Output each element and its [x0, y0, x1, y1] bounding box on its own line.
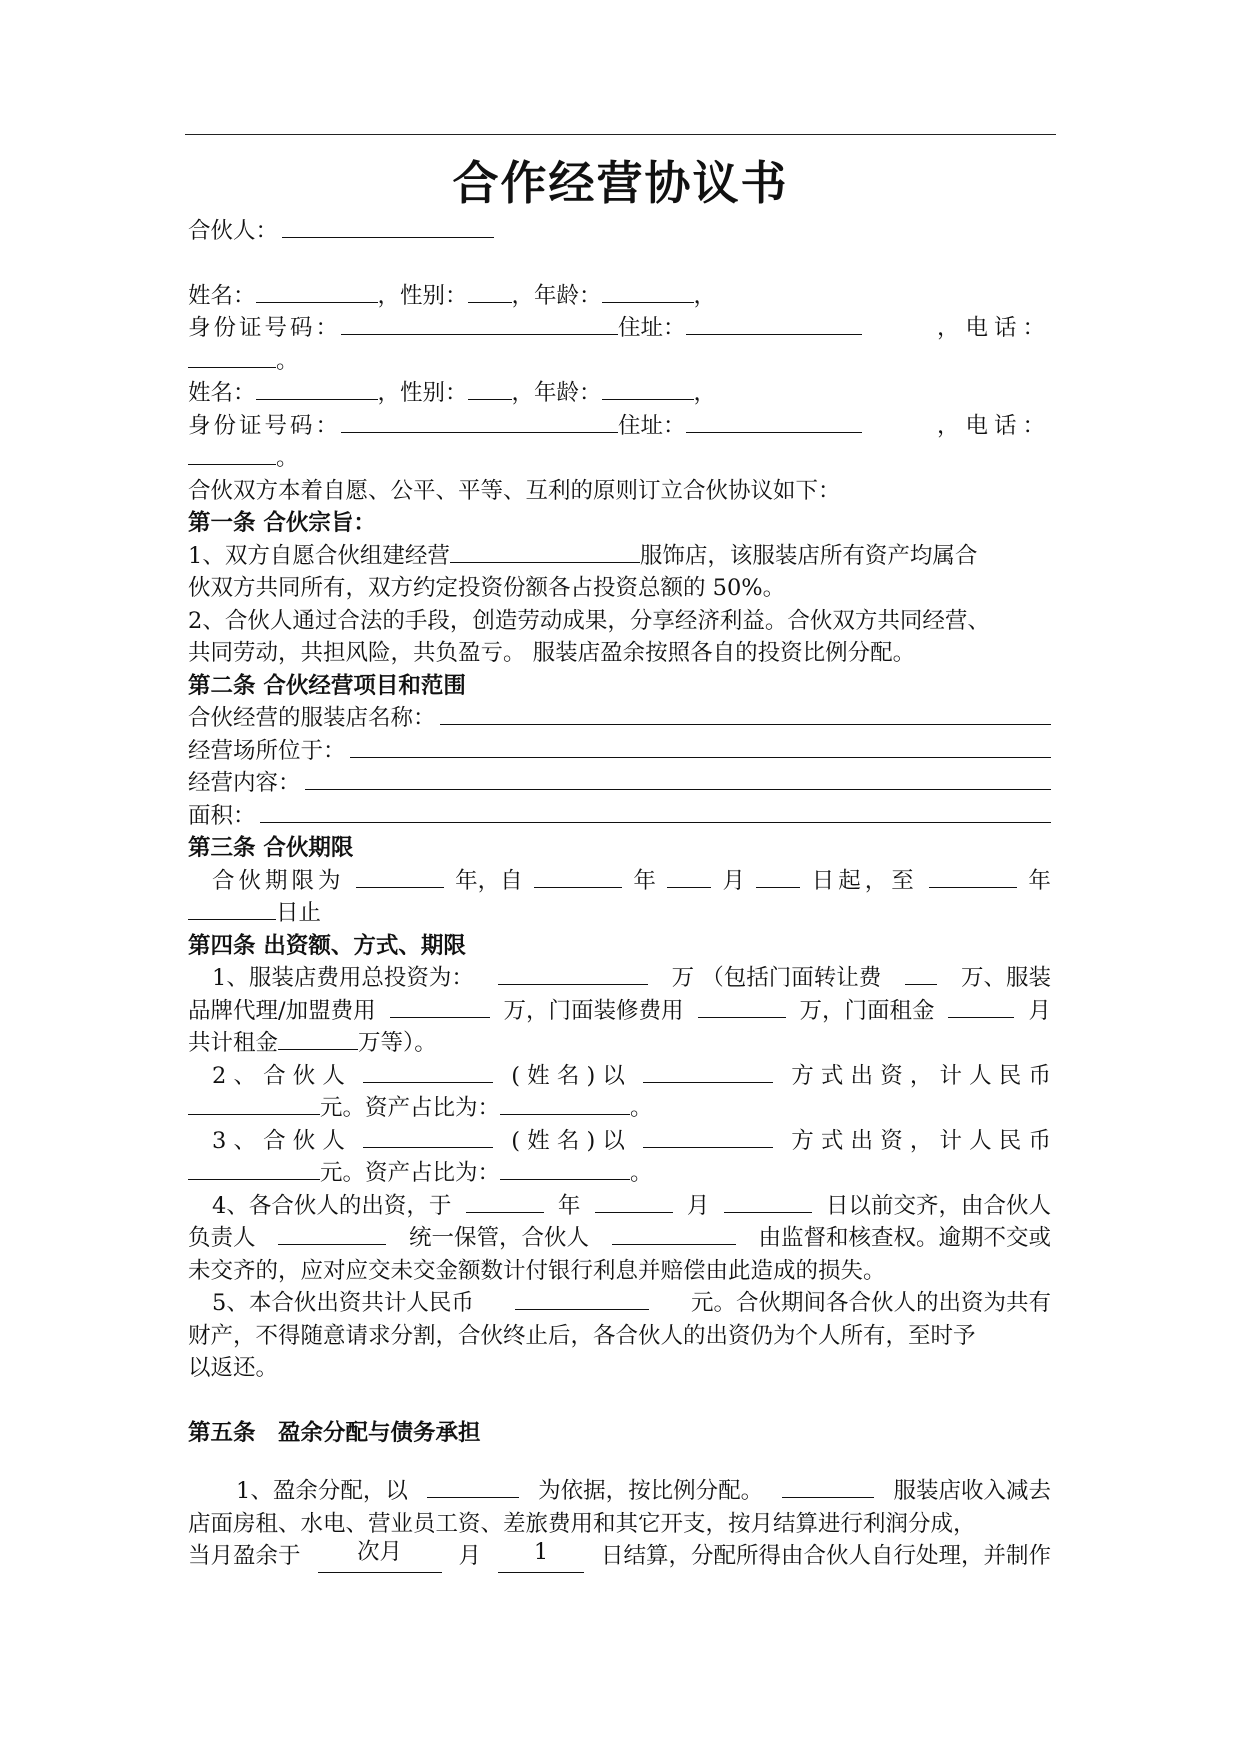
profit-line1: 1、盈余分配，以 为依据，按比例分配。 服装店收入减去	[188, 1475, 1051, 1508]
partner1-id-line: 身份证号码： 住址： ，电话：	[188, 312, 1051, 345]
partner2-name-line: 姓名： ，性别： ，年龄： ，	[188, 377, 1051, 410]
term-line2: 日止	[188, 897, 1051, 930]
document-body	[188, 215, 1051, 1573]
partner2-age-blank[interactable]	[602, 377, 694, 400]
deadline-line3: 未交齐的，应对应交未交金额数计付银行利息并赔偿由此造成的损失。	[188, 1257, 886, 1284]
profit-line2: 店面房租、水电、营业员工资、差旅费用和其它开支，按月结算进行利润分成，	[188, 1510, 976, 1537]
article1-p2-line2: 共同劳动，共担风险，共负盈亏。 服装店盈余按照各自的投资比例分配。	[188, 640, 916, 666]
contribution2-amount-blank[interactable]	[188, 1092, 320, 1115]
document-title: 合作经营协议书	[452, 156, 789, 210]
term-years-blank[interactable]	[356, 865, 444, 888]
location-line: 经营场所位于：	[188, 735, 1051, 768]
profit-shop-blank[interactable]	[782, 1475, 874, 1498]
contribution2-method-blank[interactable]	[643, 1060, 773, 1083]
rent-blank[interactable]	[948, 995, 1014, 1018]
decoration-fee-blank[interactable]	[698, 995, 786, 1018]
term-line1: 合伙期限为 年，自 年 月 日起，至 年	[188, 865, 1051, 898]
transfer-fee-blank[interactable]	[905, 962, 937, 985]
partner2-id-blank[interactable]	[341, 410, 618, 433]
partner1-phone-blank[interactable]	[188, 345, 276, 368]
partner1-gender-blank[interactable]	[468, 280, 512, 303]
total-contribution-line2: 财产，不得随意请求分割，合伙终止后，各合伙人的出资仍为个人所有，至时予	[188, 1322, 976, 1349]
partner-line	[188, 215, 1051, 248]
partner1-age-blank[interactable]	[602, 280, 694, 303]
contribution3-partner-blank[interactable]	[363, 1125, 493, 1148]
partner1-name-line: 姓名： ，性别： ，年龄： ，	[188, 280, 1051, 313]
total-contribution-line1: 5、本合伙出资共计人民币 元。合伙期间各合伙人的出资为共有	[188, 1287, 1051, 1320]
settle-month-field[interactable]: 次月	[318, 1540, 442, 1573]
partner2-name-blank[interactable]	[256, 377, 378, 400]
partner2-gender-blank[interactable]	[468, 377, 512, 400]
investment-line1: 1、服装店费用总投资为： 万 （包括门面转让费 万、服装	[188, 962, 1051, 995]
deadline-line2: 负责人 统一保管，合伙人 由监督和核查权。逾期不交或	[188, 1222, 1051, 1255]
term-end-year-blank[interactable]	[929, 865, 1017, 888]
area-line: 面积：	[188, 800, 1051, 833]
profit-line3: 当月盈余于 次月 月 1 日结算，分配所得由合伙人自行处理，并制作	[188, 1540, 1051, 1573]
custodian-blank[interactable]	[278, 1222, 386, 1245]
contribution2-line1: 2 、 合 伙 人 ( 姓 名 ) 以 方 式 出 资 ， 计 人 民 币	[188, 1060, 1051, 1093]
article1-p1-line1: 1、双方自愿合伙组建经营 服饰店，该服装店所有资产均属合	[188, 540, 1051, 573]
location-field[interactable]	[350, 735, 1051, 758]
contribution3-line1: 3 、 合 伙 人 ( 姓 名 ) 以 方 式 出 资 ， 计 人 民 币	[188, 1125, 1051, 1158]
content-line: 经营内容：	[188, 767, 1051, 800]
deadline-line1: 4、各合伙人的出资，于 年 月 日以前交齐，由合伙人	[188, 1190, 1051, 1223]
contribution3-method-blank[interactable]	[643, 1125, 773, 1148]
investment-line2: 品牌代理/加盟费用 万，门面装修费用 万，门面租金 月	[188, 995, 1051, 1028]
total-investment-blank[interactable]	[498, 962, 648, 985]
intro-text: 合伙双方本着自愿、公平、平等、互利的原则订立合伙协议如下：	[188, 477, 841, 504]
article3-heading: 第三条 合伙期限	[188, 835, 354, 861]
total-contribution-line3: 以返还。	[188, 1355, 279, 1381]
shop-name-field[interactable]	[440, 702, 1051, 725]
article1-p1-line2: 伙双方共同所有，双方约定投资份额各占投资总额的 50%。	[188, 575, 786, 601]
term-start-month-blank[interactable]	[667, 865, 711, 888]
partner1-name-blank[interactable]	[256, 280, 378, 303]
article4-heading: 第四条 出资额、方式、期限	[188, 932, 466, 959]
partner2-address-blank[interactable]	[686, 410, 862, 433]
term-end-blank[interactable]	[188, 897, 276, 920]
term-start-year-blank[interactable]	[534, 865, 622, 888]
contribution2-ratio-blank[interactable]	[500, 1092, 630, 1115]
article1-p2-line1: 2、合伙人通过合法的手段，创造劳动成果，分享经济利益。合伙双方共同经营、	[188, 607, 990, 634]
partner-blank[interactable]	[282, 215, 494, 238]
settle-day-field[interactable]: 1	[498, 1540, 584, 1573]
contribution3-amount-blank[interactable]	[188, 1157, 320, 1180]
partner2-phone-line: 。	[188, 442, 1051, 475]
deadline-year-blank[interactable]	[466, 1190, 544, 1213]
article1-heading: 第一条 合伙宗旨：	[188, 510, 376, 536]
contribution2-partner-blank[interactable]	[363, 1060, 493, 1083]
partner1-address-blank[interactable]	[686, 312, 862, 335]
franchise-fee-blank[interactable]	[390, 995, 490, 1018]
contribution3-ratio-blank[interactable]	[500, 1157, 630, 1180]
article2-heading: 第二条 合伙经营项目和范围	[188, 672, 466, 699]
shop-name-blank[interactable]	[450, 540, 640, 563]
contribution2-line2: 元。资产占比为： 。	[188, 1092, 1051, 1125]
partner1-id-blank[interactable]	[341, 312, 618, 335]
partner-label: 合伙人：	[188, 218, 279, 244]
deadline-month-blank[interactable]	[595, 1190, 673, 1213]
article5-heading: 第五条 盈余分配与债务承担	[188, 1419, 481, 1446]
content-field[interactable]	[305, 767, 1051, 790]
profit-basis-blank[interactable]	[427, 1475, 519, 1498]
shop-name-line: 合伙经营的服装店名称：	[188, 702, 1051, 735]
deadline-day-blank[interactable]	[724, 1190, 812, 1213]
investment-line3: 共计租金 万等）。	[188, 1027, 1051, 1060]
contribution3-line2: 元。资产占比为： 。	[188, 1157, 1051, 1190]
supervisor-blank[interactable]	[612, 1222, 736, 1245]
term-start-day-blank[interactable]	[756, 865, 800, 888]
area-field[interactable]	[260, 800, 1051, 823]
total-rent-blank[interactable]	[278, 1027, 358, 1050]
partner2-phone-blank[interactable]	[188, 442, 276, 465]
total-contribution-blank[interactable]	[515, 1287, 649, 1310]
partner2-id-line: 身份证号码： 住址： ，电话：	[188, 410, 1051, 443]
partner1-phone-line: 。	[188, 345, 1051, 378]
header-rule	[185, 134, 1056, 135]
